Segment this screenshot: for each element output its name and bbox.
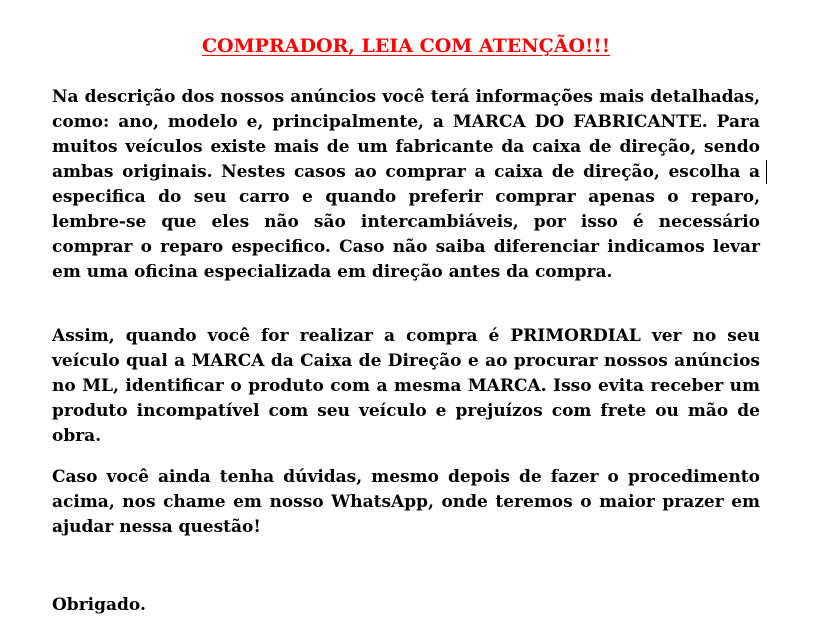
closing-text: Obrigado. [52,595,146,615]
document-page [52,0,760,638]
paragraph-whatsapp: Caso você ainda tenha dúvidas, mesmo depois de fazer o procedimento acima, nos chame em nosso WhatsApp, onde teremos o maior prazer em ajudar nessa questão! [52,467,760,537]
paragraph-marca-fabricante: Na descrição dos nossos anúncios você terá informações mais detalhadas, como: ano, modelo e, principalmente, a MARCA DO FABRICANTE. Para muitos veículos existe mais de um fabricante da caixa de direção, sendo ambas originais. Nestes casos ao comprar a caixa de direção, escolha a especifica do seu carro e quando preferir comprar apenas o reparo, lembre-se que eles não são intercambiáveis, por isso é necessário comprar o reparo especifico. Caso não saiba diferenciar indicamos levar em uma oficina especializada em direção antes da compra. [52,87,760,282]
text-cursor [766,160,767,184]
paragraph-primordial: Assim, quando você for realizar a compra é PRIMORDIAL ver no seu veículo qual a MARCA da Caixa de Direção e ao procurar nossos anúncios no ML, identificar o produto com a mesma MARCA. Isso evita receber um produto incompatível com seu veículo e prejuízos com frete ou mão de obra. [52,326,760,446]
page-title: COMPRADOR, LEIA COM ATENÇÃO!!! [201,35,611,57]
